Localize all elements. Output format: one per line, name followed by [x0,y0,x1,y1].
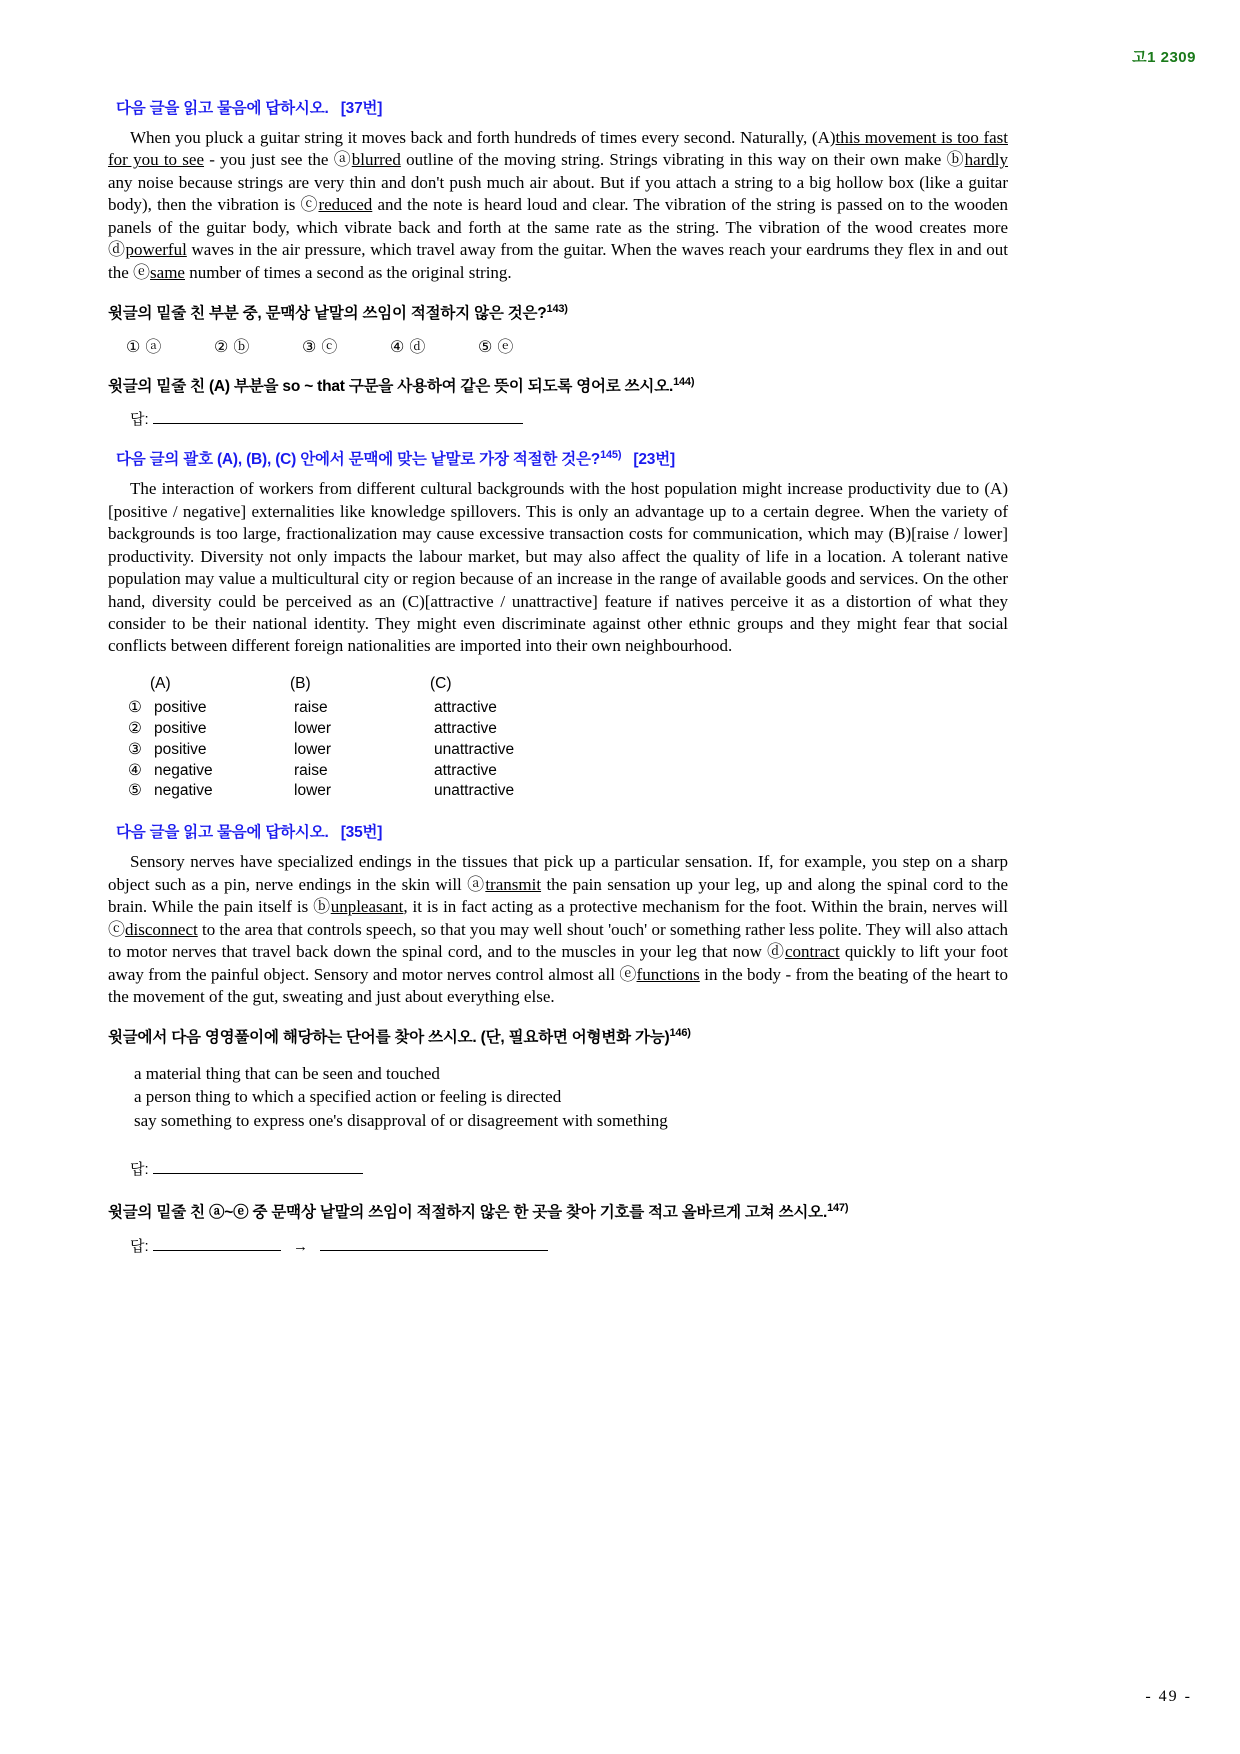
choice-3[interactable]: ③ ⓒ [302,338,338,356]
question-37-1-text: 윗글의 밑줄 친 부분 중, 문맥상 낱말의 쓰임이 적절하지 않은 것은? [108,305,547,323]
row-value-a: positive [154,719,207,737]
choice-5[interactable]: ⑤ ⓔ [478,338,514,356]
row-value-b: raise [294,698,328,716]
row-value-a: negative [154,761,213,779]
question-35-1-text: 윗글에서 다음 영영풀이에 해당하는 단어를 찾아 쓰시오. (단, 필요하면 어형변화 가능) [108,1029,670,1047]
passage-37: When you pluck a guitar string it moves back and forth hundreds of times every second. Naturally, (A)this movement is too fast for you to see - you just see the ⓐblurred outline of the moving string. Strings vibrating in this way on their own make ⓑhardly any noise because strings are very thin and don't push much air about. But if you attach a string to a big hollow box (like a guitar body), then the vibration is ⓒreduced and the note is heard loud and clear. The vibration of the string is passed on to the wooden panels of the guitar body, which vibrate back and forth at the same rate as the string. The vibration of the wood creates more ⓓpowerful waves in the air pressure, which travel away from the guitar. When the waves reach your eardrums they flex in and out the ⓔsame number of times a second as the original string. [108,128,1009,282]
row-value-a: negative [154,782,213,800]
question-35-2 [108,1201,1008,1225]
col-header-b: (B) [290,674,311,692]
table-row[interactable] [128,719,1008,740]
row-value-a: positive [154,740,207,758]
row-num: ② [128,719,142,737]
question-35-2-text: 윗글의 밑줄 친 ⓐ~ⓔ 중 문맥상 낱말의 쓰임이 적절하지 않은 한 곳을 찾아 기호를 적고 올바르게 고쳐 쓰시오. [108,1204,828,1222]
section-heading-37-text: 다음 글을 읽고 물음에 답하시오. [116,100,329,117]
passage-35: Sensory nerves have specialized endings in the tissues that pick up a particular sensation. If, for example, you step on a sharp object such as a pin, nerve endings in the skin will ⓐtransmit the pain sensation up your leg, up and along the spinal cord to the brain. While the pain itself is ⓑunpleasant, it is in fact acting as a protective mechanism for the foot. Within the brain, nerves will ⓒdisconnect to the area that controls speech, so that you may well shout 'ouch' or something rather less polite. They will also attach to motor nerves that travel back down the spinal cord, and to the muscles in your leg that now ⓓcontract quickly to lift your foot away from the painful object. Sensory and motor nerves control almost all ⓔfunctions in the body - from the beating of the heart to the movement of the gut, sweating and just about everything else. [108,852,1008,1006]
answer-line-37-2 [130,408,1008,429]
row-value-b: lower [294,719,332,737]
section-heading-35 [116,820,1008,842]
table-row[interactable] [128,740,1008,761]
section-heading-37-tag: [37번] [340,100,383,117]
answer-label: 답: [130,1238,149,1256]
section-heading-35-tag: [35번] [340,824,383,842]
choice-2[interactable]: ② ⓑ [214,338,250,356]
row-num: ① [128,698,142,716]
answer-table-23 [128,674,1008,803]
list-item: say something to express one's disapproval of or disagreement with something [134,1110,668,1130]
choices-37-1 [126,334,1008,357]
row-value-b: lower [294,740,332,758]
passage-23: The interaction of workers from different cultural backgrounds with the host population might increase productivity due to (A)[positive / negative] externalities like knowledge spillovers. This is only an advantage up to a certain degree. When the variety of backgrounds is too large, fractionalization may cause excessive transaction costs for communication, which may (B)[raise / lower] productivity. Diversity not only impacts the labour market, but may also affect the quality of life in a location. A tolerant native population may value a multicultural city or region because of an increase in the range of available goods and services. On the other hand, diversity could be perceived as an (C)[attractive / unattractive] feature if natives perceive it as a distortion of what they consider to be their national identity. They might even discriminate against other ethnic groups and they might fear that social conflicts between different foreign nationalities are imported into their own neighbourhood. [108,479,1008,656]
row-value-c: unattractive [434,782,515,800]
row-value-c: attractive [434,719,497,737]
list-item: a material thing that can be seen and touched [134,1064,440,1084]
row-value-c: attractive [434,761,497,779]
answer-blank-right[interactable] [320,1236,548,1251]
section-heading-37 [116,96,1008,118]
row-num: ③ [128,740,142,758]
answer-line-35-2 [130,1235,1008,1256]
section-heading-23-footnote: 145) [600,449,622,462]
question-35-2-footnote: 147) [827,1202,849,1215]
section-heading-23-tag: [23번] [633,451,675,469]
question-37-1 [108,302,1008,326]
arrow-icon: → [293,1238,309,1256]
row-num: ④ [128,761,142,779]
page-content [108,96,1008,1264]
list-item: a person thing to which a specified action or feeling is directed [134,1087,562,1107]
question-37-2-footnote: 144) [673,375,695,388]
answer-table-header [150,674,1008,695]
answer-blank[interactable] [153,1159,363,1174]
choice-1[interactable]: ① ⓐ [126,338,162,356]
question-37-2 [108,375,1008,399]
row-value-a: positive [154,698,207,716]
col-header-c: (C) [430,674,452,692]
row-value-b: lower [294,782,332,800]
page-footer: - 49 - [1145,1688,1192,1705]
section-heading-35-text: 다음 글을 읽고 물음에 답하시오. [116,824,329,842]
answer-line-35-1 [130,1158,1008,1179]
table-row[interactable] [128,761,1008,782]
row-value-c: attractive [434,698,497,716]
col-header-a: (A) [150,674,171,692]
row-value-b: raise [294,761,328,779]
answer-blank-left[interactable] [153,1236,281,1251]
row-value-c: unattractive [434,740,515,758]
table-row[interactable] [128,781,1008,802]
answer-blank[interactable] [153,409,523,424]
definition-list [134,1062,1008,1132]
section-heading-23-text: 다음 글의 괄호 (A), (B), (C) 안에서 문맥에 맞는 낱말로 가장 적절한 것은? [116,451,601,469]
question-35-1-footnote: 146) [669,1027,691,1040]
section-heading-23 [116,447,1008,469]
running-head: 고1 2309 [1132,49,1196,66]
choice-4[interactable]: ④ ⓓ [390,338,426,356]
question-37-2-text: 윗글의 밑줄 친 (A) 부분을 so ~ that 구문을 사용하여 같은 뜻이 되도록 영어로 쓰시오. [108,377,674,395]
answer-label: 답: [130,1161,149,1179]
question-37-1-footnote: 143) [546,303,568,316]
table-row[interactable] [128,698,1008,719]
question-35-1 [108,1026,1008,1050]
row-num: ⑤ [128,782,142,800]
answer-label: 답: [130,411,149,429]
